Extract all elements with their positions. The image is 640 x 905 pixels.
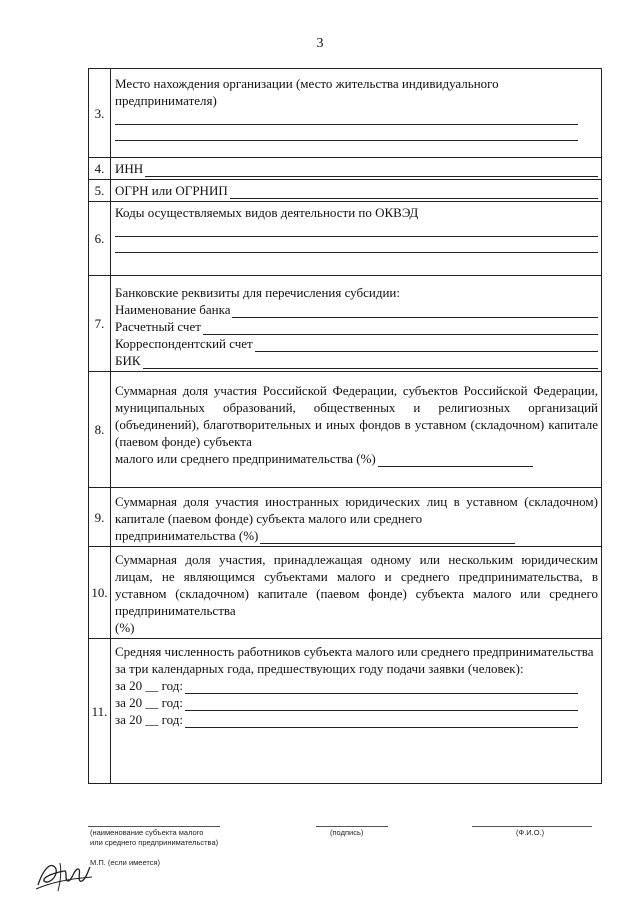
ogrn-label: ОГРН или ОГРНИП <box>115 183 228 198</box>
bik-input-line[interactable] <box>143 356 598 369</box>
signature-caption: (подпись) <box>330 828 364 837</box>
bank-details-header: Банковские реквизиты для перечисления субсидии: <box>115 285 400 300</box>
form-row-rf-share <box>89 372 602 488</box>
foreign-share-label: Суммарная доля участия иностранных юридических лиц в уставном (складочном) капитале (паевом фонде) субъекта малого или среднего <box>115 494 598 526</box>
ogrn-input-line[interactable] <box>230 186 598 199</box>
foreign-share-input-line[interactable] <box>260 531 515 544</box>
location-label: Место нахождения организации (место жительства индивидуального предпринимателя) <box>115 76 499 108</box>
year-label-3: за 20 __ год: <box>115 712 184 727</box>
page-number: 3 <box>316 36 324 51</box>
okved-label: Коды осуществляемых видов деятельности по ОКВЭД <box>115 205 419 220</box>
headcount-year-3-input[interactable] <box>185 715 578 728</box>
fio-caption: (Ф.И.О.) <box>516 828 545 837</box>
form-row-legal-share <box>89 547 602 639</box>
row-number: 9. <box>89 488 111 547</box>
account-input-line[interactable] <box>203 322 598 335</box>
headcount-year-1-input[interactable] <box>185 681 578 694</box>
legal-share-cell <box>111 547 602 639</box>
form-row-headcount <box>89 639 602 784</box>
location-cell <box>111 69 602 158</box>
location-input-line-1[interactable] <box>115 109 578 125</box>
headcount-label: Средняя численность работников субъекта малого или среднего предпринимательства за три календарных года, предшествующих году подачи заявки (человек): <box>115 644 594 676</box>
inn-input-line[interactable] <box>145 164 598 177</box>
row-number: 3. <box>89 69 111 158</box>
subject-name-line[interactable] <box>88 826 220 827</box>
corr-account-label: Корреспондентский счет <box>115 336 253 351</box>
corr-account-input-line[interactable] <box>255 339 598 352</box>
bank-name-input-line[interactable] <box>232 305 598 318</box>
foreign-share-tail: предпринимательства (%) <box>115 528 259 543</box>
row-number: 4. <box>89 158 111 180</box>
legal-share-tail: (%) <box>115 620 135 635</box>
okved-cell <box>111 202 602 276</box>
bik-label: БИК <box>115 353 141 368</box>
headcount-year-2-input[interactable] <box>185 698 578 711</box>
headcount-cell <box>111 639 602 784</box>
rf-share-tail: малого или среднего предпринимательства (%) <box>115 451 376 466</box>
okved-input-line-1[interactable] <box>115 221 598 237</box>
handwritten-signature <box>34 855 94 895</box>
form-row-okved <box>89 202 602 276</box>
row-number: 5. <box>89 180 111 202</box>
fio-line[interactable] <box>472 826 592 827</box>
signature-line[interactable] <box>316 826 388 827</box>
bank-name-label: Наименование банка <box>115 302 231 317</box>
form-row-bank-details <box>89 276 602 372</box>
inn-label: ИНН <box>115 161 144 176</box>
form-row-inn <box>89 158 602 180</box>
row-number: 11. <box>89 639 111 784</box>
form-row-location <box>89 69 602 158</box>
year-label-1: за 20 __ год: <box>115 678 184 693</box>
subject-name-caption: (наименование субъекта малого или среднего предпринимательства) <box>90 828 219 847</box>
rf-share-label: Суммарная доля участия Российской Федерации, субъектов Российской Федерации, муниципальных образований, общественных и религиозных организаций (объединений), благотворительных и иных фондов в уставном (складочном) капитале (паевом фонде) субъекта <box>115 383 598 449</box>
row-number: 6. <box>89 202 111 276</box>
account-label: Расчетный счет <box>115 319 201 334</box>
row-number: 7. <box>89 276 111 372</box>
location-input-line-2[interactable] <box>115 125 578 141</box>
form-row-ogrn <box>89 180 602 202</box>
rf-share-cell <box>111 372 602 488</box>
ogrn-cell <box>111 180 602 202</box>
application-form-table <box>88 68 602 784</box>
year-label-2: за 20 __ год: <box>115 695 184 710</box>
inn-cell <box>111 158 602 180</box>
foreign-share-cell <box>111 488 602 547</box>
legal-share-label: Суммарная доля участия, принадлежащая одному или нескольким юридическим лицам, не являющимся субъектами малого и среднего предпринимательства, в уставном (складочном) капитале (паевом фонде) субъекта малого или среднего предпринимательства <box>115 552 598 618</box>
okved-input-line-2[interactable] <box>115 237 598 253</box>
row-number: 10. <box>89 547 111 639</box>
rf-share-input-line[interactable] <box>378 454 533 467</box>
stamp-caption: М.П. (если имеется) <box>90 858 161 867</box>
form-row-foreign-share <box>89 488 602 547</box>
bank-details-cell <box>111 276 602 372</box>
row-number: 8. <box>89 372 111 488</box>
